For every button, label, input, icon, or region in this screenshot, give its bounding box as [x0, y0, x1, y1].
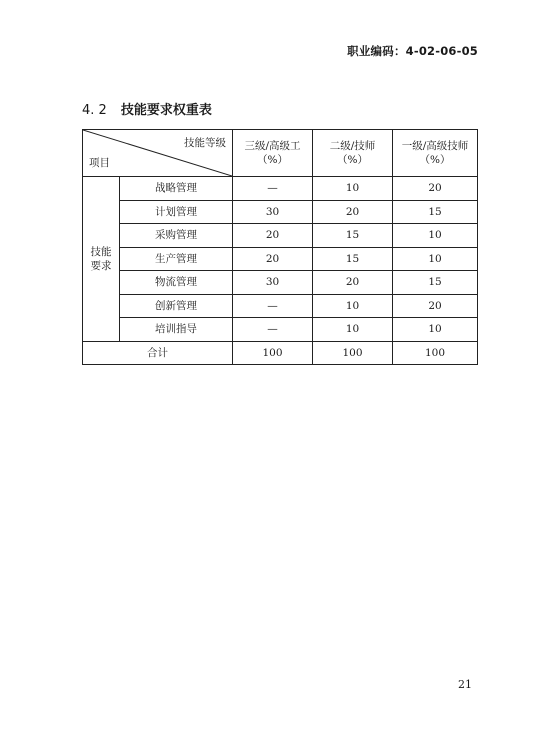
cell-value: 20 — [233, 247, 313, 271]
table-row — [83, 318, 478, 342]
cell-value: 30 — [233, 200, 313, 224]
row-item: 培训指导 — [120, 318, 233, 342]
total-label: 合计 — [83, 341, 233, 365]
cell-value: 20 — [393, 294, 478, 318]
table-row — [83, 247, 478, 271]
level-header-3 — [233, 130, 313, 177]
row-item: 采购管理 — [120, 224, 233, 248]
cell-value: 10 — [393, 247, 478, 271]
skill-weights-table — [82, 129, 478, 365]
cell-value: 15 — [313, 224, 393, 248]
table-header-row — [83, 130, 478, 177]
level-header-unit: （%） — [419, 154, 451, 166]
cell-value: 15 — [393, 271, 478, 295]
cell-value: 10 — [393, 224, 478, 248]
table-row — [83, 200, 478, 224]
cell-value: — — [233, 177, 313, 201]
level-header-text: 三级/高级工 — [244, 140, 301, 152]
row-item: 战略管理 — [120, 177, 233, 201]
row-item: 生产管理 — [120, 247, 233, 271]
total-value: 100 — [233, 341, 313, 365]
row-item: 物流管理 — [120, 271, 233, 295]
diagonal-header-cell — [83, 130, 233, 177]
page-number: 21 — [458, 678, 472, 691]
cell-value: 15 — [313, 247, 393, 271]
table-row — [83, 177, 478, 201]
total-value: 100 — [393, 341, 478, 365]
group-label-line: 要求 — [90, 259, 112, 272]
item-label: 项目 — [89, 157, 110, 169]
cell-value: 20 — [233, 224, 313, 248]
cell-value: 10 — [313, 294, 393, 318]
section-number: 4. 2 — [82, 103, 107, 118]
total-value: 100 — [313, 341, 393, 365]
cell-value: 20 — [313, 200, 393, 224]
cell-value: — — [233, 294, 313, 318]
cell-value: 10 — [393, 318, 478, 342]
section-heading — [82, 99, 212, 118]
cell-value: 10 — [313, 177, 393, 201]
skill-requirements-group — [83, 177, 120, 342]
total-row — [83, 341, 478, 365]
table-row — [83, 294, 478, 318]
row-item: 计划管理 — [120, 200, 233, 224]
row-item: 创新管理 — [120, 294, 233, 318]
cell-value: 15 — [393, 200, 478, 224]
group-label-line: 技能 — [90, 245, 112, 258]
table-row — [83, 271, 478, 295]
level-header-text: 二级/技师 — [329, 140, 376, 152]
cell-value: — — [233, 318, 313, 342]
level-header-unit: （%） — [337, 154, 368, 166]
section-title-text: 技能要求权重表 — [120, 103, 212, 118]
skill-level-label: 技能等级 — [184, 137, 226, 149]
cell-value: 10 — [313, 318, 393, 342]
level-header-unit: （%） — [257, 154, 288, 166]
level-header-text: 一级/高级技师 — [401, 140, 469, 152]
table-row — [83, 224, 478, 248]
cell-value: 30 — [233, 271, 313, 295]
cell-value: 20 — [393, 177, 478, 201]
level-header-2 — [313, 130, 393, 177]
level-header-1 — [393, 130, 478, 177]
cell-value: 20 — [313, 271, 393, 295]
occupation-code: 职业编码：4-02-06-05 — [347, 44, 478, 58]
